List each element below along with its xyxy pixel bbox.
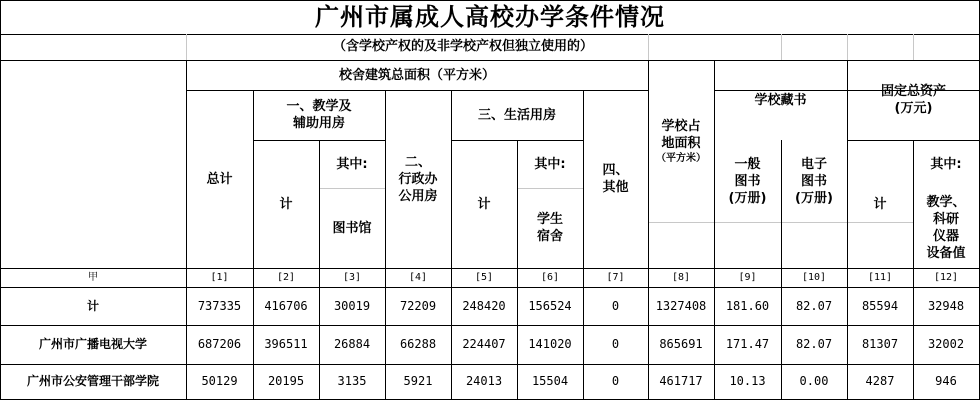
row-name: 广州市公安管理干部学院 (26, 374, 159, 388)
header-assets-line2: (万元) (894, 101, 933, 116)
index-cell: 甲 (88, 272, 98, 283)
header-living: 三、生活用房 (477, 107, 556, 123)
table-cell: 81307 (861, 337, 899, 351)
table-cell: 248420 (462, 298, 506, 313)
table-cell: 0.00 (799, 374, 829, 388)
header-qizhong-1: 其中: (336, 156, 368, 172)
table-cell: 0 (611, 298, 620, 313)
table-cell: 946 (935, 374, 957, 388)
table-cell: 737335 (197, 298, 242, 313)
table-cell: 26884 (333, 337, 371, 351)
header-teaching (253, 90, 385, 140)
header-books-e-line1: 电子 (800, 156, 827, 172)
header-qizhong-3: 其中: (930, 156, 962, 172)
header-equipment-line1: 教学、 (926, 195, 966, 210)
index-cell: [10] (801, 272, 827, 283)
header-teaching-sub: 计 (279, 196, 293, 212)
page-title: 广州市属成人高校办学条件情况 (315, 3, 665, 31)
header-books-e (781, 140, 847, 222)
header-dorm-line1: 学生 (536, 212, 563, 227)
header-other-line1: 四、 (602, 163, 629, 178)
table-cell: 865691 (659, 337, 703, 351)
index-cell: [7] (606, 272, 625, 283)
header-admin (385, 90, 451, 268)
index-cell: [1] (210, 272, 229, 283)
header-land-line2: 地面积 (661, 135, 701, 151)
header-equipment-line2: 科研 (932, 212, 959, 227)
table-cell: 687206 (197, 337, 242, 351)
table-cell: 224407 (462, 337, 506, 351)
header-books-general-line1: 一般 (734, 156, 761, 172)
table-cell: 32948 (927, 298, 965, 313)
table-cell: 72209 (399, 298, 437, 313)
table-cell: 396511 (264, 337, 308, 351)
header-dorm-line2: 宿舍 (536, 229, 563, 244)
table-cell: 0 (611, 337, 620, 351)
table-cell: 1327408 (655, 298, 707, 313)
table-cell: 85594 (861, 298, 899, 313)
table-cell: 416706 (264, 298, 308, 313)
header-land (648, 60, 714, 222)
table-cell: 3135 (337, 374, 367, 388)
row-name: 广州市广播电视大学 (38, 337, 147, 351)
header-admin-line3: 公用房 (398, 188, 438, 204)
table-cell: 141020 (528, 337, 572, 351)
table-cell: 66288 (399, 337, 437, 351)
index-cell: [12] (933, 272, 959, 283)
table-cell: 82.07 (795, 298, 833, 313)
header-equipment (913, 188, 979, 268)
header-books-general (714, 140, 781, 222)
table-cell: 171.47 (725, 337, 770, 351)
table-cell: 461717 (659, 374, 703, 388)
header-other (583, 90, 648, 268)
table-cell: 15504 (531, 374, 569, 388)
index-cell: [3] (342, 272, 362, 283)
index-cell: [4] (408, 272, 428, 283)
index-cell: [2] (276, 272, 296, 283)
index-cell: [8] (671, 272, 691, 283)
header-land-unit: （平方米） (656, 152, 706, 164)
header-assets-total: 计 (873, 196, 887, 212)
table-cell: 30019 (333, 298, 371, 313)
page-subtitle (0, 35, 980, 59)
header-books-e-line3: (万册) (795, 190, 833, 206)
table-cell: 10.13 (729, 374, 766, 388)
header-library: 图书馆 (332, 220, 372, 236)
header-books-general-line2: 图书 (734, 173, 761, 189)
table-cell: 4287 (865, 374, 895, 388)
header-land-line1: 学校占 (661, 118, 701, 134)
header-assets (847, 60, 980, 140)
table-cell: 20195 (267, 374, 305, 388)
table-cell: 0 (611, 374, 620, 388)
index-cell: [11] (867, 272, 893, 283)
header-assets-line1: 固定总资产 (880, 84, 946, 99)
index-cell: [6] (540, 272, 560, 283)
header-books-e-line2: 图书 (800, 173, 827, 189)
row-name: 计 (86, 298, 99, 313)
index-cell: [9] (738, 272, 757, 283)
table-cell: 24013 (465, 374, 503, 388)
table-cell: 50129 (201, 374, 238, 388)
header-building-area: 校舍建筑总面积（平方米） (338, 67, 495, 83)
header-dorm (517, 188, 583, 268)
table-cell: 181.60 (725, 298, 770, 313)
table-cell: 5921 (403, 374, 433, 388)
header-books-general-line3: (万册) (728, 190, 767, 206)
header-living-sub: 计 (477, 196, 491, 212)
header-teaching-line2: 辅助用房 (292, 116, 345, 131)
header-other-line2: 其他 (602, 180, 629, 195)
header-equipment-line3: 仪器 (932, 229, 959, 244)
header-total: 总计 (206, 171, 233, 187)
header-teaching-line1: 一、教学及 (286, 99, 352, 114)
table-cell: 32002 (927, 337, 965, 351)
table-cell: 82.07 (795, 337, 833, 351)
header-qizhong-2: 其中: (534, 156, 566, 172)
header-admin-line2: 行政办 (398, 171, 438, 187)
header-admin-line1: 二、 (404, 154, 431, 170)
table-cell: 156524 (528, 298, 572, 313)
subtitle-text: （含学校产权的及非学校产权但独立使用的） (333, 39, 594, 54)
header-books: 学校藏书 (754, 92, 807, 108)
index-cell: [5] (474, 272, 494, 283)
header-equipment-line4: 设备值 (926, 246, 966, 261)
